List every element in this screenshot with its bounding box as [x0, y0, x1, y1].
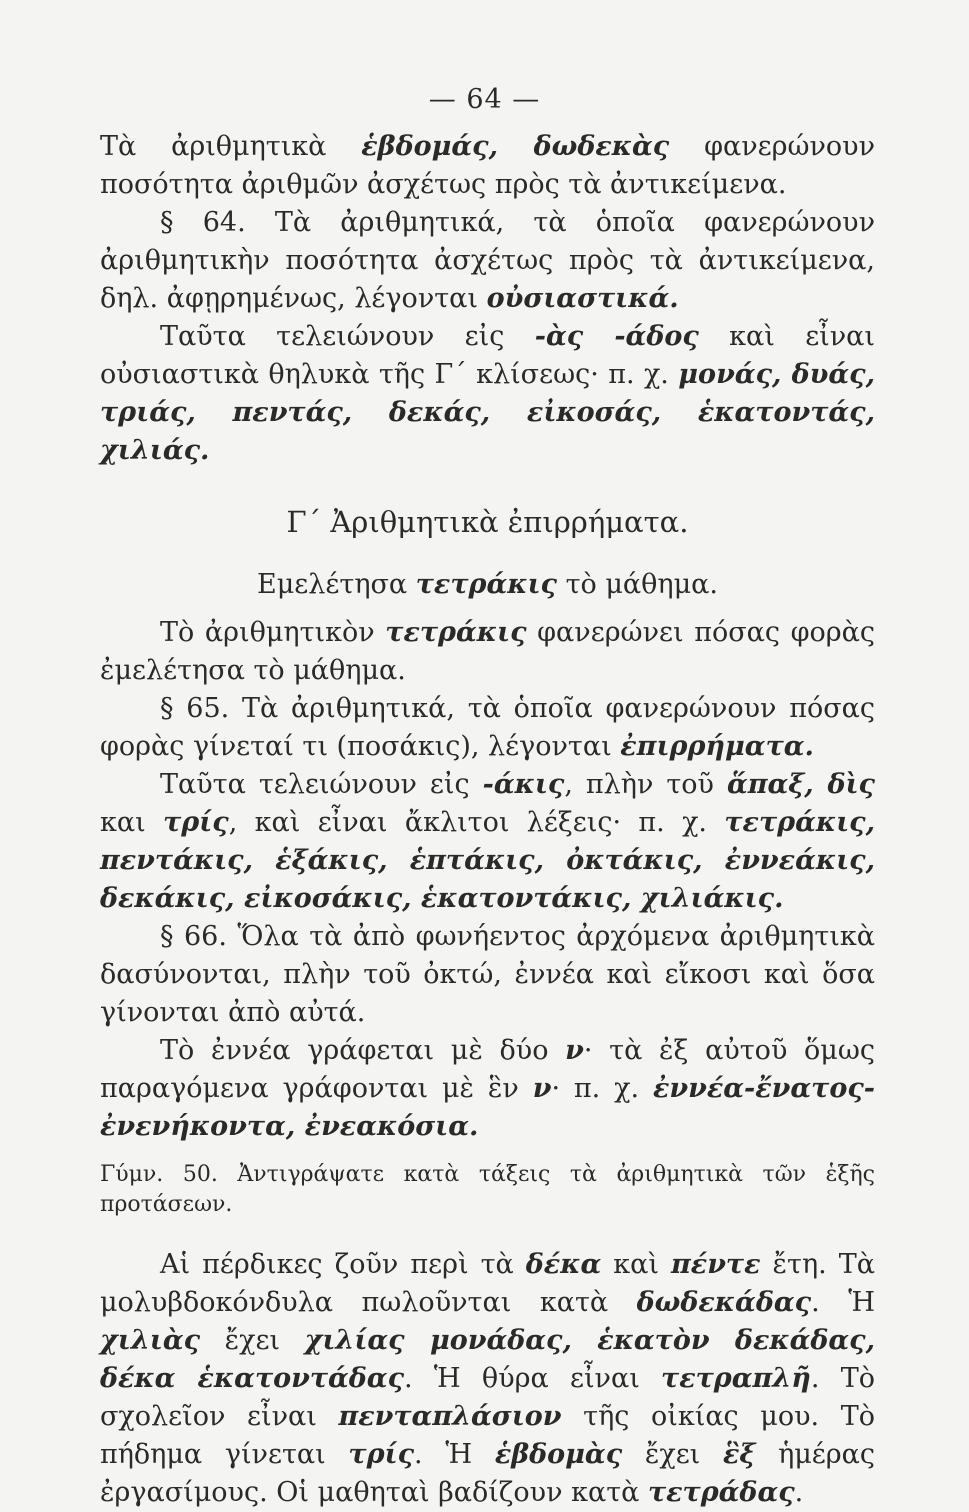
emphasized-term: ἑβδομὰς	[494, 1439, 623, 1470]
text-run: , πλὴν τοῦ	[564, 769, 727, 800]
text-run: Τὸ ἐννέα γράφεται μὲ δύο	[160, 1035, 566, 1066]
paragraph-section-64	[100, 204, 875, 318]
text-run: φανερώνει πόσας φορὰς ἐμελέτησα τὸ μάθημα.	[100, 617, 876, 686]
emphasized-term: ἐπιρρήματα.	[620, 731, 814, 762]
emphasized-term: ν	[565, 1035, 584, 1066]
emphasized-term: τρίς	[163, 807, 229, 838]
emphasized-term: τετραπλῆ	[661, 1363, 811, 1394]
text-run: .	[794, 1477, 804, 1508]
emphasized-term: τετράκις, πεντάκις, ἑξάκις, ἑπτάκις, ὀκτάκις, ἐννεάκις, δεκάκις, εἰκοσάκις, ἑκατοντάκις, χιλιάκις.	[100, 807, 875, 914]
text-run: φανερώνουν ποσότητα ἀριθμῶν ἀσχέτως πρὸς τὰ ἀντικείμενα.	[100, 131, 875, 200]
text-run: τῆς οἰκίας μου. Τὸ πήδημα γίνεται	[100, 1401, 875, 1470]
emphasized-term: ἑβδομάς, δωδεκὰς	[361, 131, 670, 162]
emphasized-term: χιλίας μονάδας, ἑκατὸν δεκάδας, δέκα ἑκατοντάδας	[100, 1325, 875, 1394]
paragraph-exercise-text	[100, 1246, 875, 1512]
text-run: Αἱ πέρδικες ζοῦν περὶ τὰ	[160, 1249, 526, 1280]
paragraph-arithmetic-intro	[100, 128, 875, 204]
emphasized-term: -άκις	[482, 769, 565, 800]
emphasized-term: πενταπλάσιον	[338, 1401, 562, 1432]
emphasized-term: ἅπαξ, δὶς	[726, 769, 875, 800]
text-run: Τὸ ἀριθμητικὸν	[160, 617, 386, 648]
page-number: — 64 —	[428, 84, 541, 115]
text-run: , καὶ εἶναι ἄκλιτοι λέξεις· π. χ.	[228, 807, 725, 838]
section-heading	[100, 503, 875, 541]
text-run: καὶ εἶναι οὐσιαστικὰ θηλυκὰ τῆς Γ΄ κλίσεως· π. χ.	[100, 321, 875, 390]
text-run: Ταῦτα τελειώνουν εἰς	[160, 321, 535, 352]
text-run: § 66. Ὅλα τὰ ἀπὸ φωνήεντος ἀρχόμενα ἀριθμητικὰ δασύνονται, πλὴν τοῦ ὀκτώ, ἐννέα καὶ εἴκοσι καὶ ὅσα γίνονται ἀπὸ αὐτά.	[100, 921, 875, 1028]
text-run: Γ΄ Ἀριθμητικὰ ἐπιρρήματα.	[286, 505, 689, 539]
emphasized-term: τετράκις	[385, 617, 527, 648]
emphasized-term: ν	[532, 1073, 552, 1104]
text-run: . Ἡ	[811, 1287, 875, 1318]
text-run: καὶ	[601, 1249, 672, 1280]
exercise-heading	[100, 1160, 875, 1220]
paragraph-adverb-endings	[100, 766, 875, 918]
text-run: . Ἡ θύρα εἶναι	[404, 1363, 662, 1394]
paragraph-example-explanation	[100, 614, 875, 690]
emphasized-term: οὐσιαστικά.	[486, 283, 679, 314]
emphasized-term: τετράκις	[415, 569, 557, 600]
body-text	[100, 128, 875, 1512]
emphasized-term: ἓξ	[722, 1439, 756, 1470]
text-run: ἡμέρας ἐργασίμους. Οἱ μαθηταὶ βαδίζουν κατὰ	[100, 1439, 876, 1508]
text-run: Ταῦτα τελειώνουν εἰς	[160, 769, 483, 800]
text-run: Τὰ ἀριθμητικὰ	[100, 131, 362, 162]
emphasized-term: πέντε	[671, 1249, 761, 1280]
emphasized-term: δωδεκάδας	[636, 1287, 812, 1318]
emphasized-term: δέκα	[525, 1249, 602, 1280]
emphasized-term: τετράδας	[647, 1477, 795, 1508]
example-sentence	[100, 566, 875, 604]
text-run: . Τὸ σχολεῖον εἶναι	[100, 1363, 875, 1432]
paragraph-ennea	[100, 1032, 875, 1146]
emphasized-term: -ὰς -άδος	[534, 321, 699, 352]
text-run: · τὰ ἐξ αὐτοῦ ὅμως παραγόμενα γράφονται μὲ ἓν	[100, 1035, 875, 1104]
text-run: ἔχει	[622, 1439, 723, 1470]
text-run: . Ἡ	[414, 1439, 495, 1470]
paragraph-section-65	[100, 690, 875, 766]
emphasized-term: μονάς, δυάς, τριάς, πεντάς, δεκάς, εἰκοσάς, ἑκατοντάς, χιλιάς.	[100, 359, 875, 466]
emphasized-term: χιλιὰς	[100, 1325, 201, 1356]
text-run: Γύμν. 50. Ἀντιγράψατε κατὰ τάξεις τὰ ἀριθμητικὰ τῶν ἑξῆς προτάσεων.	[100, 1162, 875, 1217]
text-run: ἔχει	[200, 1325, 305, 1356]
emphasized-term: ἐννέα-ἔνατος-ἐνενήκοντα, ἐνεακόσια.	[100, 1073, 875, 1142]
emphasized-term: τρίς	[348, 1439, 415, 1470]
text-run: Εμελέτησα	[257, 569, 416, 600]
text-run: ἔτη. Τὰ μολυβδοκόνδυλα πωλοῦνται κατὰ	[100, 1249, 876, 1318]
paragraph-section-66	[100, 918, 875, 1032]
text-run: · π. χ.	[551, 1073, 653, 1104]
text-run: τὸ μάθημα.	[557, 569, 718, 600]
text-run: § 65. Τὰ ἀριθμητικά, τὰ ὁποῖα φανερώνουν πόσας φορὰς γίνεταί τι (ποσάκις), λέγονται	[100, 693, 875, 762]
text-run: και	[100, 807, 164, 838]
paragraph-endings	[100, 318, 875, 470]
text-run: § 64. Τὰ ἀριθμητικά, τὰ ὁποῖα φανερώνουν ἀριθμητικὴν ποσότητα ἀσχέτως πρὸς τὰ ἀντικείμενα, δηλ. ἀφῃρημένως, λέγονται	[100, 207, 875, 314]
